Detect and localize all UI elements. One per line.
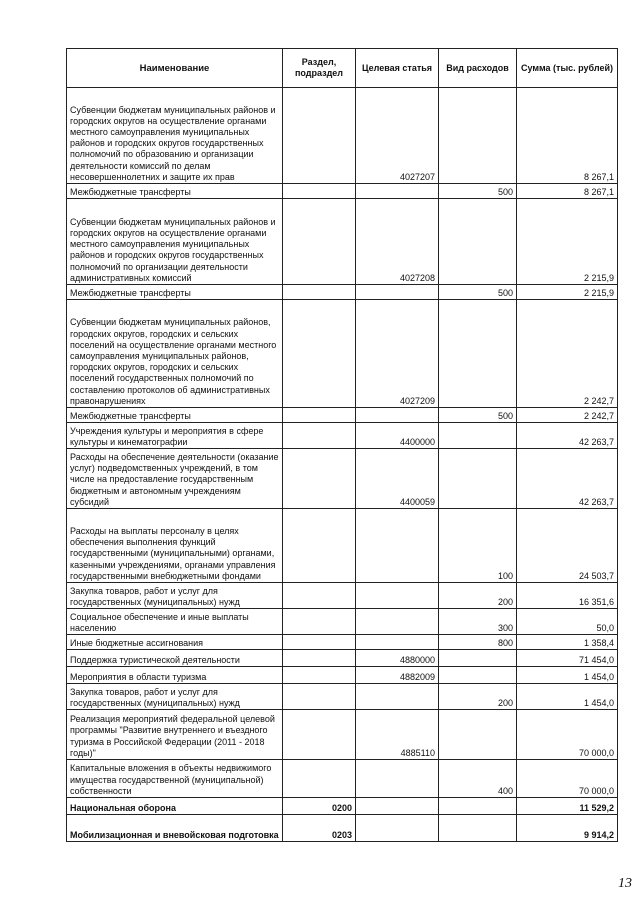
- row-section-cell: [283, 199, 356, 285]
- row-target-cell: 4027207: [356, 88, 439, 184]
- row-section-cell: 0203: [283, 815, 356, 842]
- row-target-cell: [356, 285, 439, 300]
- row-target-cell: [356, 408, 439, 423]
- row-section-cell: [283, 509, 356, 583]
- row-section-cell: [283, 710, 356, 760]
- row-target-cell: [356, 798, 439, 815]
- row-type-cell: [439, 798, 517, 815]
- row-section-cell: [283, 684, 356, 710]
- row-section-cell: [283, 408, 356, 423]
- row-name-cell: Закупка товаров, работ и услуг для государственных (муниципальных) нужд: [67, 684, 283, 710]
- row-target-cell: [356, 583, 439, 609]
- row-type-cell: 500: [439, 285, 517, 300]
- row-section-cell: [283, 300, 356, 408]
- row-target-cell: [356, 184, 439, 199]
- header-sum: Сумма (тыс. рублей): [517, 49, 618, 88]
- header-section: Раздел, подраздел: [283, 49, 356, 88]
- row-target-cell: 4880000: [356, 650, 439, 667]
- row-sum-cell: 42 263,7: [517, 449, 618, 509]
- row-name-cell: Расходы на обеспечение деятельности (оказание услуг) подведомственных учреждений, в том числе на предоставление государственным бюджетным и автономным учреждениям субсидий: [67, 449, 283, 509]
- table-row: [67, 815, 618, 842]
- table-row: [67, 760, 618, 798]
- row-section-cell: [283, 423, 356, 449]
- header-target: Целевая статья: [356, 49, 439, 88]
- row-name-cell: Капитальные вложения в объекты недвижимого имущества государственной (муниципальной) собственности: [67, 760, 283, 798]
- row-name-cell: Межбюджетные трансферты: [67, 184, 283, 199]
- page-number: 13: [618, 876, 632, 891]
- row-type-cell: [439, 449, 517, 509]
- budget-table: [66, 48, 618, 842]
- row-target-cell: 4400059: [356, 449, 439, 509]
- table-row: [67, 285, 618, 300]
- table-row: [67, 184, 618, 199]
- table-row: [67, 609, 618, 635]
- table-row: [67, 710, 618, 760]
- row-sum-cell: 2 215,9: [517, 199, 618, 285]
- row-sum-cell: 2 215,9: [517, 285, 618, 300]
- row-name-cell: Субвенции бюджетам муниципальных районов и городских округов на осуществление органами местного самоуправления муниципальных районов и городских округов государственных полномочий по образованию и организации деятельности комиссий по делам несовершеннолетних и защите их прав: [67, 88, 283, 184]
- table-row: [67, 449, 618, 509]
- row-section-cell: [283, 583, 356, 609]
- row-name-cell: Субвенции бюджетам муниципальных районов, городских округов, городских и сельских поселений на осуществление органами местного самоуправления муниципальных районов, городских округов, городских и сельских поселений государственных полномочий по составлению протоколов об административных правонарушениях: [67, 300, 283, 408]
- row-type-cell: [439, 300, 517, 408]
- row-section-cell: [283, 88, 356, 184]
- row-sum-cell: 70 000,0: [517, 760, 618, 798]
- row-name-cell: Расходы на выплаты персоналу в целях обеспечения выполнения функций государственными (муниципальными) органами, казенными учреждениями, органами управления государственными внебюджетными фондами: [67, 509, 283, 583]
- row-type-cell: 800: [439, 635, 517, 650]
- table-header-row: [67, 49, 618, 88]
- table-row: [67, 667, 618, 684]
- table-row: [67, 408, 618, 423]
- row-type-cell: 200: [439, 583, 517, 609]
- header-type: Вид расходов: [439, 49, 517, 88]
- row-target-cell: [356, 760, 439, 798]
- row-name-cell: Мероприятия в области туризма: [67, 667, 283, 684]
- row-target-cell: 4400000: [356, 423, 439, 449]
- row-section-cell: [283, 650, 356, 667]
- row-name-cell: Межбюджетные трансферты: [67, 285, 283, 300]
- row-name-cell: Мобилизационная и вневойсковая подготовка: [67, 815, 283, 842]
- row-sum-cell: 1 454,0: [517, 667, 618, 684]
- row-type-cell: [439, 650, 517, 667]
- row-target-cell: 4027208: [356, 199, 439, 285]
- row-target-cell: 4027209: [356, 300, 439, 408]
- row-name-cell: Учреждения культуры и мероприятия в сфере культуры и кинематографии: [67, 423, 283, 449]
- row-target-cell: [356, 684, 439, 710]
- row-section-cell: [283, 635, 356, 650]
- row-type-cell: [439, 88, 517, 184]
- row-type-cell: [439, 667, 517, 684]
- row-section-cell: [283, 760, 356, 798]
- row-name-cell: Субвенции бюджетам муниципальных районов и городских округов на осуществление органами местного самоуправления муниципальных районов и городских округов государственных полномочий по организации деятельности административных комиссий: [67, 199, 283, 285]
- row-type-cell: 200: [439, 684, 517, 710]
- row-type-cell: [439, 423, 517, 449]
- row-target-cell: [356, 609, 439, 635]
- table-row: [67, 650, 618, 667]
- row-name-cell: Поддержка туристической деятельности: [67, 650, 283, 667]
- table-row: [67, 509, 618, 583]
- row-section-cell: [283, 667, 356, 684]
- row-name-cell: Иные бюджетные ассигнования: [67, 635, 283, 650]
- header-name: Наименование: [67, 49, 283, 88]
- row-target-cell: [356, 509, 439, 583]
- row-sum-cell: 2 242,7: [517, 408, 618, 423]
- row-type-cell: 500: [439, 184, 517, 199]
- row-name-cell: Национальная оборона: [67, 798, 283, 815]
- row-sum-cell: 2 242,7: [517, 300, 618, 408]
- row-sum-cell: 8 267,1: [517, 184, 618, 199]
- table-row: [67, 88, 618, 184]
- row-name-cell: Социальное обеспечение и иные выплаты населению: [67, 609, 283, 635]
- row-sum-cell: 1 358,4: [517, 635, 618, 650]
- row-target-cell: 4885110: [356, 710, 439, 760]
- row-section-cell: [283, 449, 356, 509]
- row-sum-cell: 1 454,0: [517, 684, 618, 710]
- table-row: [67, 684, 618, 710]
- row-type-cell: [439, 710, 517, 760]
- row-type-cell: [439, 199, 517, 285]
- row-type-cell: 100: [439, 509, 517, 583]
- row-target-cell: [356, 815, 439, 842]
- row-sum-cell: 11 529,2: [517, 798, 618, 815]
- table-row: [67, 199, 618, 285]
- row-section-cell: [283, 285, 356, 300]
- row-sum-cell: 70 000,0: [517, 710, 618, 760]
- row-target-cell: 4882009: [356, 667, 439, 684]
- row-sum-cell: 50,0: [517, 609, 618, 635]
- row-sum-cell: 71 454,0: [517, 650, 618, 667]
- row-sum-cell: 24 503,7: [517, 509, 618, 583]
- row-section-cell: 0200: [283, 798, 356, 815]
- row-name-cell: Реализация мероприятий федеральной целевой программы "Развитие внутреннего и въездного туризма в Российской Федерации (2011 - 2018 годы)": [67, 710, 283, 760]
- table-row: [67, 583, 618, 609]
- table-row: [67, 423, 618, 449]
- row-name-cell: Закупка товаров, работ и услуг для государственных (муниципальных) нужд: [67, 583, 283, 609]
- row-sum-cell: 8 267,1: [517, 88, 618, 184]
- row-name-cell: Межбюджетные трансферты: [67, 408, 283, 423]
- row-sum-cell: 16 351,6: [517, 583, 618, 609]
- table-row: [67, 798, 618, 815]
- row-type-cell: 300: [439, 609, 517, 635]
- row-section-cell: [283, 184, 356, 199]
- row-type-cell: [439, 815, 517, 842]
- row-target-cell: [356, 635, 439, 650]
- row-section-cell: [283, 609, 356, 635]
- table-row: [67, 635, 618, 650]
- table-row: [67, 300, 618, 408]
- row-type-cell: 400: [439, 760, 517, 798]
- row-sum-cell: 9 914,2: [517, 815, 618, 842]
- row-sum-cell: 42 263,7: [517, 423, 618, 449]
- row-type-cell: 500: [439, 408, 517, 423]
